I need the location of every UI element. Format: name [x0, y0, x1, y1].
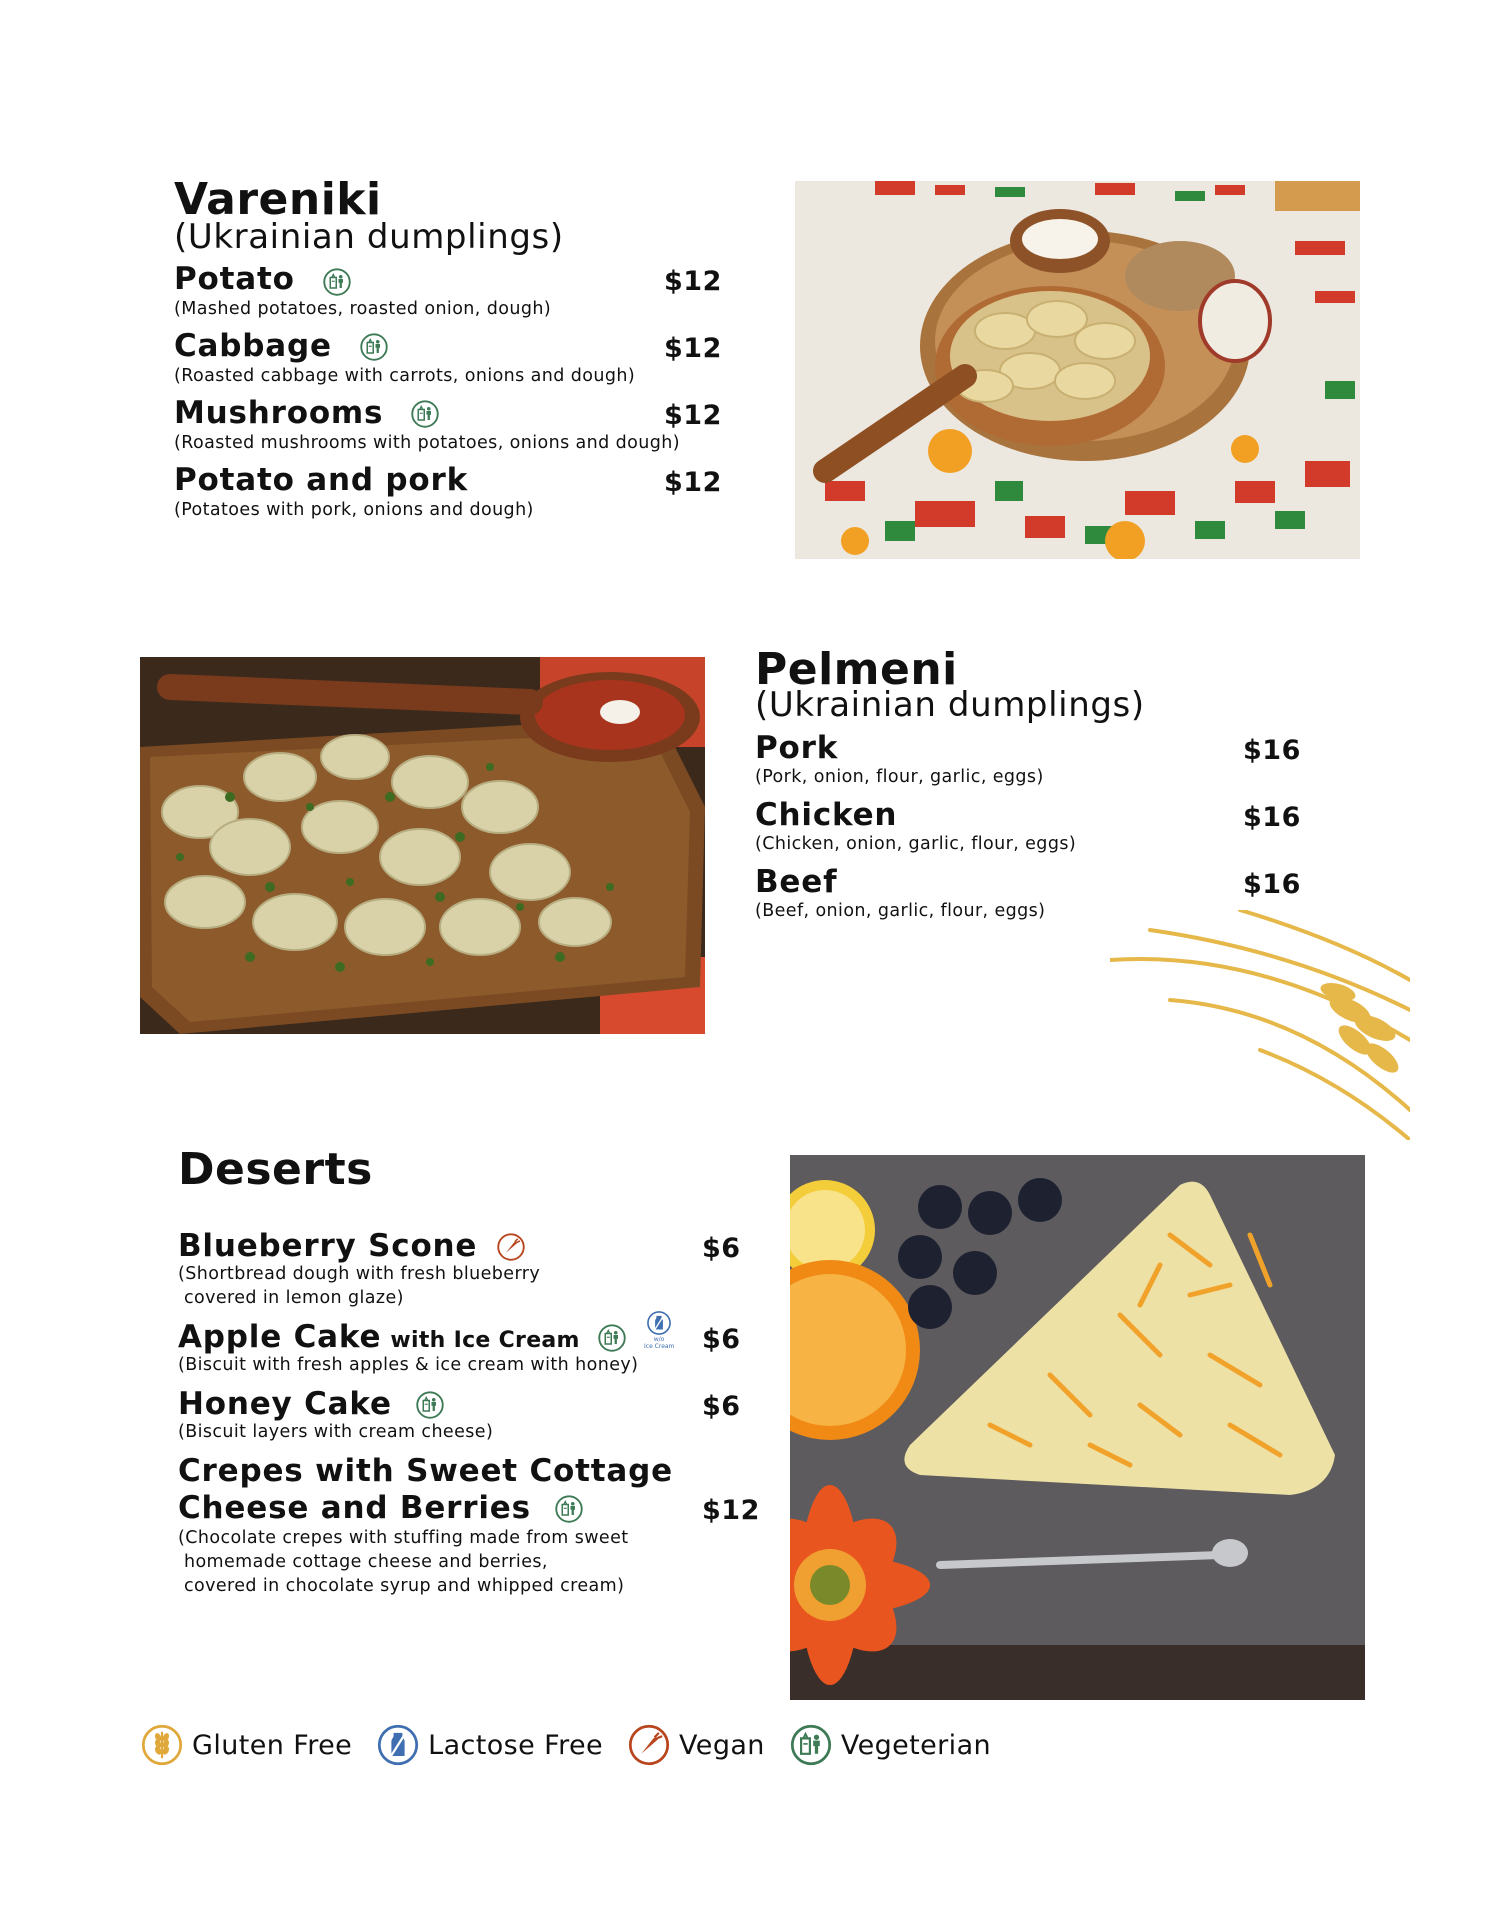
item-name: Potato and pork	[174, 462, 469, 498]
item-description-line1: (Shortbread dough with fresh blueberry	[178, 1264, 541, 1284]
item-price: $12	[664, 333, 722, 364]
lactose-free-badge	[644, 1310, 674, 1350]
legend-item-vegetarian	[789, 1723, 991, 1767]
legend-item-gluten-free	[140, 1723, 352, 1767]
item-price: $12	[664, 400, 722, 431]
wheat-decoration-icon	[1110, 910, 1410, 1140]
item-description: (Roasted mushrooms with potatoes, onions and dough)	[174, 433, 680, 453]
vegan-icon	[627, 1723, 671, 1767]
vegetarian-icon	[789, 1723, 833, 1767]
vegetarian-icon	[322, 267, 352, 297]
vareniki-section	[174, 174, 382, 225]
item-description: (Biscuit with fresh apples & ice cream with honey)	[178, 1355, 639, 1375]
deserts-title: Deserts	[178, 1144, 373, 1195]
item-name: Honey Cake	[178, 1386, 392, 1422]
gluten-free-icon	[140, 1723, 184, 1767]
lactose-free-icon	[646, 1310, 672, 1336]
menu-item-crepes	[178, 1490, 584, 1526]
item-price: $16	[1243, 802, 1301, 833]
lactose-free-caption-line2: Ice Cream	[644, 1343, 675, 1350]
item-name: Apple Cake	[178, 1319, 382, 1355]
pelmeni-subtitle: (Ukrainian dumplings)	[755, 685, 1145, 725]
vegan-icon	[496, 1232, 526, 1262]
item-price: $16	[1243, 869, 1301, 900]
item-name: Mushrooms	[174, 395, 384, 431]
item-price: $6	[702, 1391, 741, 1422]
item-name: Beef	[755, 864, 838, 900]
item-name-line2: Cheese and Berries	[178, 1490, 531, 1526]
vegetarian-icon	[410, 399, 440, 429]
vareniki-title: Vareniki	[174, 174, 382, 225]
item-name-line1: Crepes with Sweet Cottage	[178, 1453, 673, 1489]
menu-item-potato-and-pork	[174, 462, 469, 498]
item-price: $12	[702, 1495, 760, 1526]
menu-item-honey-cake	[178, 1386, 445, 1422]
pelmeni-photo	[140, 657, 705, 1034]
item-description-line2: homemade cottage cheese and berries,	[178, 1552, 548, 1572]
item-description: (Pork, onion, flour, garlic, eggs)	[755, 767, 1044, 787]
item-description: (Beef, onion, garlic, flour, eggs)	[755, 901, 1046, 921]
item-price: $16	[1243, 735, 1301, 766]
vareniki-photo	[795, 181, 1360, 559]
item-price: $12	[664, 266, 722, 297]
legend-label: Vegan	[679, 1729, 765, 1761]
item-name-suffix: with Ice Cream	[390, 1328, 580, 1353]
item-price: $6	[702, 1233, 741, 1264]
item-description: (Chicken, onion, garlic, flour, eggs)	[755, 834, 1077, 854]
item-description: (Roasted cabbage with carrots, onions and dough)	[174, 366, 636, 386]
item-description-line2: covered in lemon glaze)	[178, 1288, 404, 1308]
menu-item-apple-cake	[178, 1319, 627, 1355]
vegetarian-icon	[415, 1390, 445, 1420]
menu-item-cabbage	[174, 328, 389, 364]
item-description: (Mashed potatoes, roasted onion, dough)	[174, 299, 552, 319]
item-name: Cabbage	[174, 328, 332, 364]
item-name: Chicken	[755, 797, 898, 833]
item-name: Pork	[755, 730, 839, 766]
item-name: Blueberry Scone	[178, 1228, 478, 1264]
menu-item-mushrooms	[174, 395, 440, 431]
lactose-free-icon	[376, 1723, 420, 1767]
lactose-free-caption-line1: w/o	[653, 1336, 665, 1343]
item-price: $12	[664, 467, 722, 498]
legend-item-lactose-free	[376, 1723, 603, 1767]
menu-item-potato	[174, 261, 352, 297]
vegetarian-icon	[554, 1494, 584, 1524]
menu-item-blueberry-scone	[178, 1228, 526, 1264]
item-price: $6	[702, 1324, 741, 1355]
vegetarian-icon	[359, 332, 389, 362]
item-name: Potato	[174, 261, 295, 297]
item-description: (Biscuit layers with cream cheese)	[178, 1422, 494, 1442]
vegetarian-icon	[597, 1323, 627, 1353]
legend-label: Vegeterian	[840, 1729, 992, 1761]
item-description: (Potatoes with pork, onions and dough)	[174, 500, 534, 520]
dietary-legend	[140, 1720, 1015, 1770]
vareniki-subtitle: (Ukrainian dumplings)	[174, 217, 564, 257]
legend-label: Gluten Free	[192, 1729, 353, 1761]
item-description-line3: covered in chocolate syrup and whipped cream)	[178, 1576, 625, 1596]
legend-item-vegan	[627, 1723, 765, 1767]
legend-label: Lactose Free	[428, 1729, 604, 1761]
pelmeni-title: Pelmeni	[755, 644, 958, 695]
item-description-line1: (Chocolate crepes with stuffing made from sweet	[178, 1528, 629, 1548]
deserts-photo	[790, 1155, 1365, 1700]
